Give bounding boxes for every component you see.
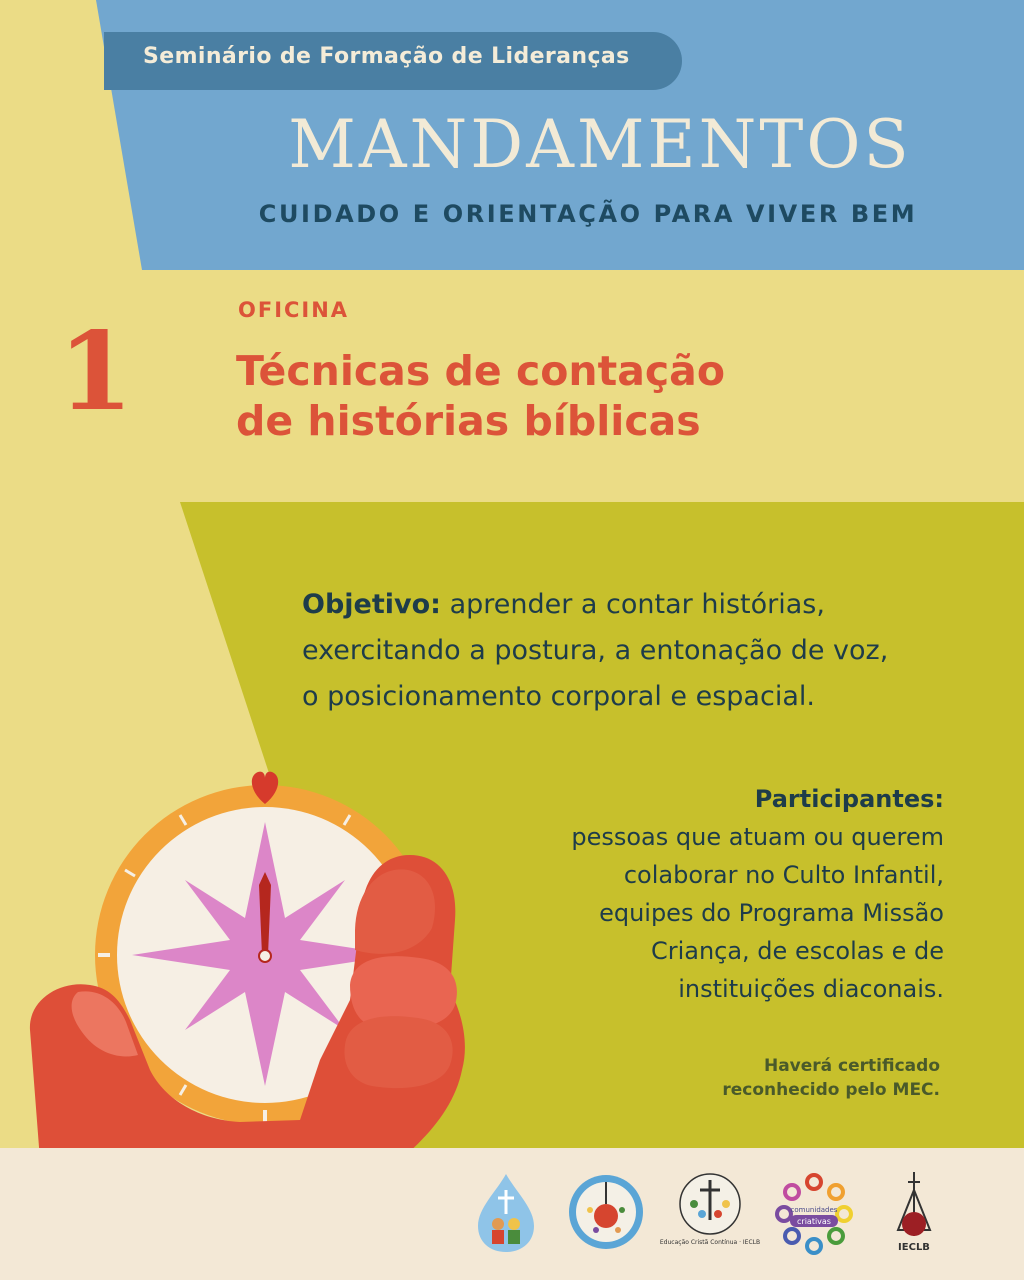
certificate-line2: reconhecido pelo MEC. [722,1080,940,1100]
missao-crianca-logo [466,1170,546,1256]
page-subtitle: CUIDADO E ORIENTAÇÃO PARA VIVER BEM [258,200,918,228]
workshop-title-line2: de histórias bíblicas [236,397,701,445]
workshop-title [236,346,856,446]
participants-label: Participantes: [754,785,944,813]
ieclb-logo [874,1170,954,1256]
compass-illustration [0,760,480,1160]
objective-text [302,582,972,720]
svg-text:comunidades: comunidades [790,1206,838,1214]
seminar-title: Seminário de Formação de Lideranças [143,44,630,69]
objective-line1: aprender a contar histórias, [449,589,825,620]
participants-line: Criança, de escolas e de [650,937,944,965]
objective-line3: o posicionamento corporal e espacial. [302,681,815,712]
comunidades-criativas-logo [774,1170,854,1256]
page-title: MANDAMENTOS [288,106,912,183]
participants-line: equipes do Programa Missão [599,899,944,927]
workshop-label: OFICINA [238,298,350,322]
participants-line: instituições diaconais. [678,975,944,1003]
logo-caption: Educação Cristã Contínua · IECLB [659,1239,761,1246]
certificate-line1: Haverá certificado [763,1056,940,1076]
culto-infantil-logo [566,1170,646,1256]
educacao-crista-continua-logo [659,1170,761,1256]
participants-line: colaborar no Culto Infantil, [623,861,944,889]
participants-text [460,780,944,1008]
participants-line: pessoas que atuam ou querem [571,823,944,851]
objective-label: Objetivo: [302,589,441,620]
ieclb-caption: IECLB [898,1242,930,1253]
workshop-title-line1: Técnicas de contação [236,347,726,395]
workshop-number: 1 [58,309,134,435]
objective-line2: exercitando a postura, a entonação de voz, [302,635,889,666]
svg-text:criativas: criativas [797,1217,831,1226]
certificate-note [640,1054,940,1102]
